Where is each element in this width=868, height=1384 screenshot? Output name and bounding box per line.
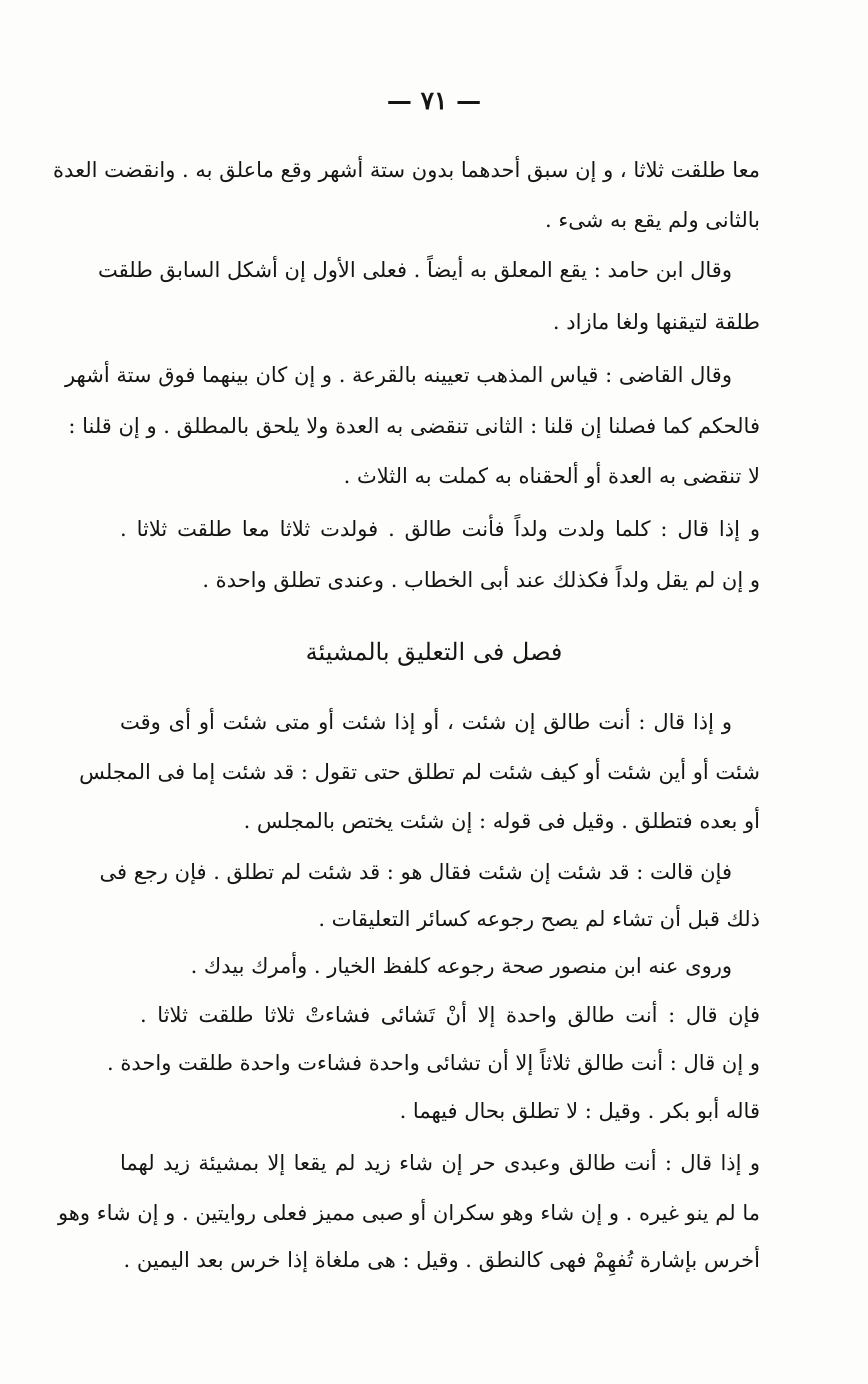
- text-line: ذلك قبل أن تشاء لم يصح رجوعه كسائر التعليقات .: [318, 907, 760, 931]
- text-line: فإن قال : أنت طالق واحدة إلا أنْ تَشائى فشاءتْ ثلاثا طلقت ثلاثا .: [140, 1003, 760, 1027]
- text-line: طلقة لتيقنها ولغا مازاد .: [552, 310, 760, 334]
- text-line: و إن لم يقل ولداً فكذلك عند أبى الخطاب . وعندى تطلق واحدة .: [202, 568, 760, 592]
- text-line: بالثانى ولم يقع به شىء .: [544, 208, 760, 232]
- text-line: وروى عنه ابن منصور صحة رجوعه كلفظ الخيار . وأمرك بيدك .: [190, 954, 732, 978]
- page-number: — ٧١ —: [386, 86, 482, 115]
- text-line: فالحكم كما فصلنا إن قلنا : الثانى تنقضى به العدة ولا يلحق بالمطلق . و إن قلنا :: [68, 414, 760, 438]
- text-line: وقال القاضى : قياس المذهب تعيينه بالقرعة . و إن كان بينهما فوق ستة أشهر: [64, 363, 732, 387]
- text-line: شئت أو أين شئت أو كيف شئت لم تطلق حتى تقول : قد شئت إما فى المجلس: [79, 760, 760, 784]
- text-line: و إن قال : أنت طالق ثلاثاً إلا أن تشائى واحدة فشاءت واحدة طلقت واحدة .: [107, 1051, 760, 1075]
- text-line: أو بعده فتطلق . وقيل فى قوله : إن شئت يختص بالمجلس .: [243, 809, 760, 833]
- text-line: و إذا قال : أنت طالق إن شئت ، أو إذا شئت أو متى شئت أو أى وقت: [120, 710, 732, 734]
- text-line: فإن قالت : قد شئت إن شئت فقال هو : قد شئت لم تطلق . فإن رجع فى: [99, 860, 732, 884]
- text-line: لا تنقضى به العدة أو ألحقناه به كملت به الثلاث .: [343, 464, 760, 488]
- text-line: و إذا قال : أنت طالق وعبدى حر إن شاء زيد لم يقعا إلا بمشيئة زيد لهما: [120, 1151, 760, 1175]
- text-line: ما لم ينو غيره . و إن شاء وهو سكران أو صبى مميز فعلى روايتين . و إن شاء وهو: [57, 1201, 760, 1225]
- text-line: أخرس بإشارة تُفهِمْ فهى كالنطق . وقيل : هى ملغاة إذا خرس بعد اليمين .: [123, 1248, 760, 1272]
- section-heading: فصل فى التعليق بالمشيئة: [305, 638, 563, 666]
- text-line: معا طلقت ثلاثا ، و إن سبق أحدهما بدون ستة أشهر وقع ماعلق به . وانقضت العدة: [53, 158, 760, 182]
- text-line: و إذا قال : كلما ولدت ولداً فأنت طالق . فولدت ثلاثا معا طلقت ثلاثا .: [120, 517, 760, 541]
- text-line: قاله أبو بكر . وقيل : لا تطلق بحال فيهما .: [399, 1099, 760, 1123]
- text-line: وقال ابن حامد : يقع المعلق به أيضاً . فعلى الأول إن أشكل السابق طلقت: [97, 258, 732, 282]
